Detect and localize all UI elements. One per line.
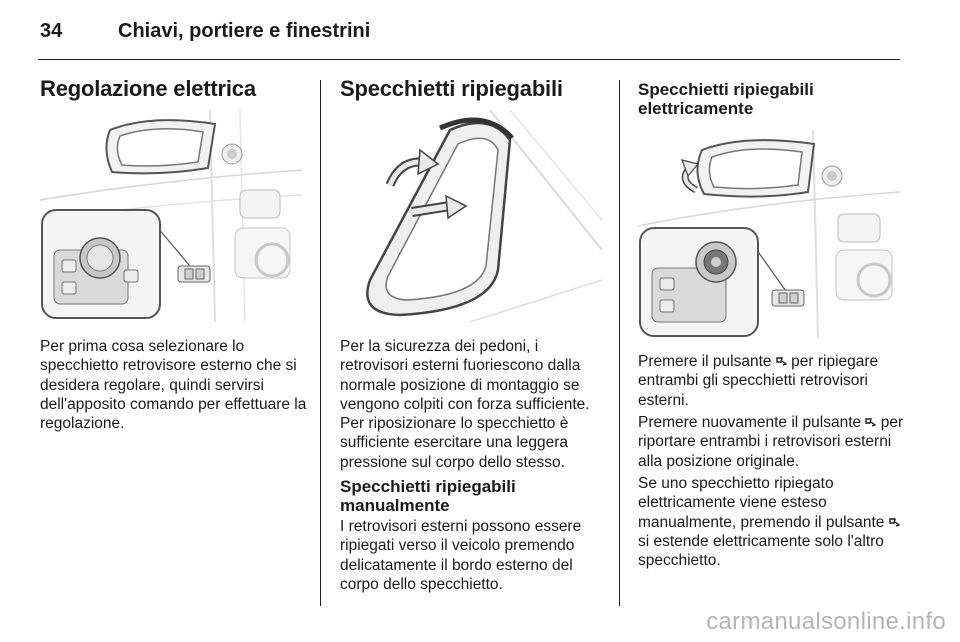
electric-fold-title-line2: elettricamente xyxy=(638,99,754,118)
watermark: carmanualsonline.info xyxy=(706,608,946,635)
section-title-electric-adjust: Regolazione elettrica xyxy=(40,76,256,101)
section-title-electric-fold xyxy=(638,80,814,118)
chapter-title: Chiavi, portiere e finestrini xyxy=(118,20,371,42)
col3-p1-after: per ripiegare entrambi gli specchietti retrovisori esterni. xyxy=(638,353,879,409)
mirror-fold-icon xyxy=(776,356,787,367)
col3-paragraph-3 xyxy=(638,474,906,570)
mirror-fold-icon xyxy=(865,417,876,428)
section-title-folding-mirrors: Specchietti ripiegabili xyxy=(340,76,563,101)
mirror-fold-icon xyxy=(889,517,900,528)
col3-paragraph-2 xyxy=(638,413,906,471)
col3-p3-before: Se uno specchietto ripiegato elettricamente viene esteso manualmente, premendo il pulsante xyxy=(638,475,889,531)
subtitle-manual-line2: manualmente xyxy=(340,496,450,515)
col2-body-text: Per la sicurezza dei pedoni, i retrovisori esterni fuoriescono dalla normale posizione di montaggio se vengono colpiti con forza sufficiente. Per riposizionare lo specchietto è sufficiente esercitare una leggera pressione sul corpo dello stesso. xyxy=(340,338,590,471)
col3-p2-after: per riportare entrambi i retrovisori esterni alla posizione originale. xyxy=(638,414,904,470)
figure-mirror-adjust-switch xyxy=(40,110,302,322)
figure-electric-fold xyxy=(638,130,900,338)
figure-manual-fold xyxy=(340,110,602,322)
column-divider-2 xyxy=(619,80,620,606)
col3-paragraph-1 xyxy=(638,352,906,410)
column-divider-1 xyxy=(320,80,321,606)
col3-p1-before: Premere il pulsante xyxy=(638,353,776,370)
subtitle-manual-fold xyxy=(340,477,516,515)
subtitle-manual-line1: Specchietti ripiegabili xyxy=(340,477,516,496)
header-rule xyxy=(38,59,900,60)
col1-body-text: Per prima cosa selezionare lo specchietto retrovisore esterno che si desidera regolare, quindi servirsi dell'apposito comando per effettuare la regolazione. xyxy=(40,338,307,433)
electric-fold-title-line1: Specchietti ripiegabili xyxy=(638,80,814,99)
page-number: 34 xyxy=(40,20,63,42)
col2-sub-body-text: I retrovisori esterni possono essere ripiegati verso il veicolo premendo delicatamente il bordo esterno del corpo dello specchietto. xyxy=(340,518,582,593)
col3-p3-after: si estende elettricamente solo l'altro specchietto. xyxy=(638,532,884,570)
col3-p2-before: Premere nuovamente il pulsante xyxy=(638,414,866,431)
